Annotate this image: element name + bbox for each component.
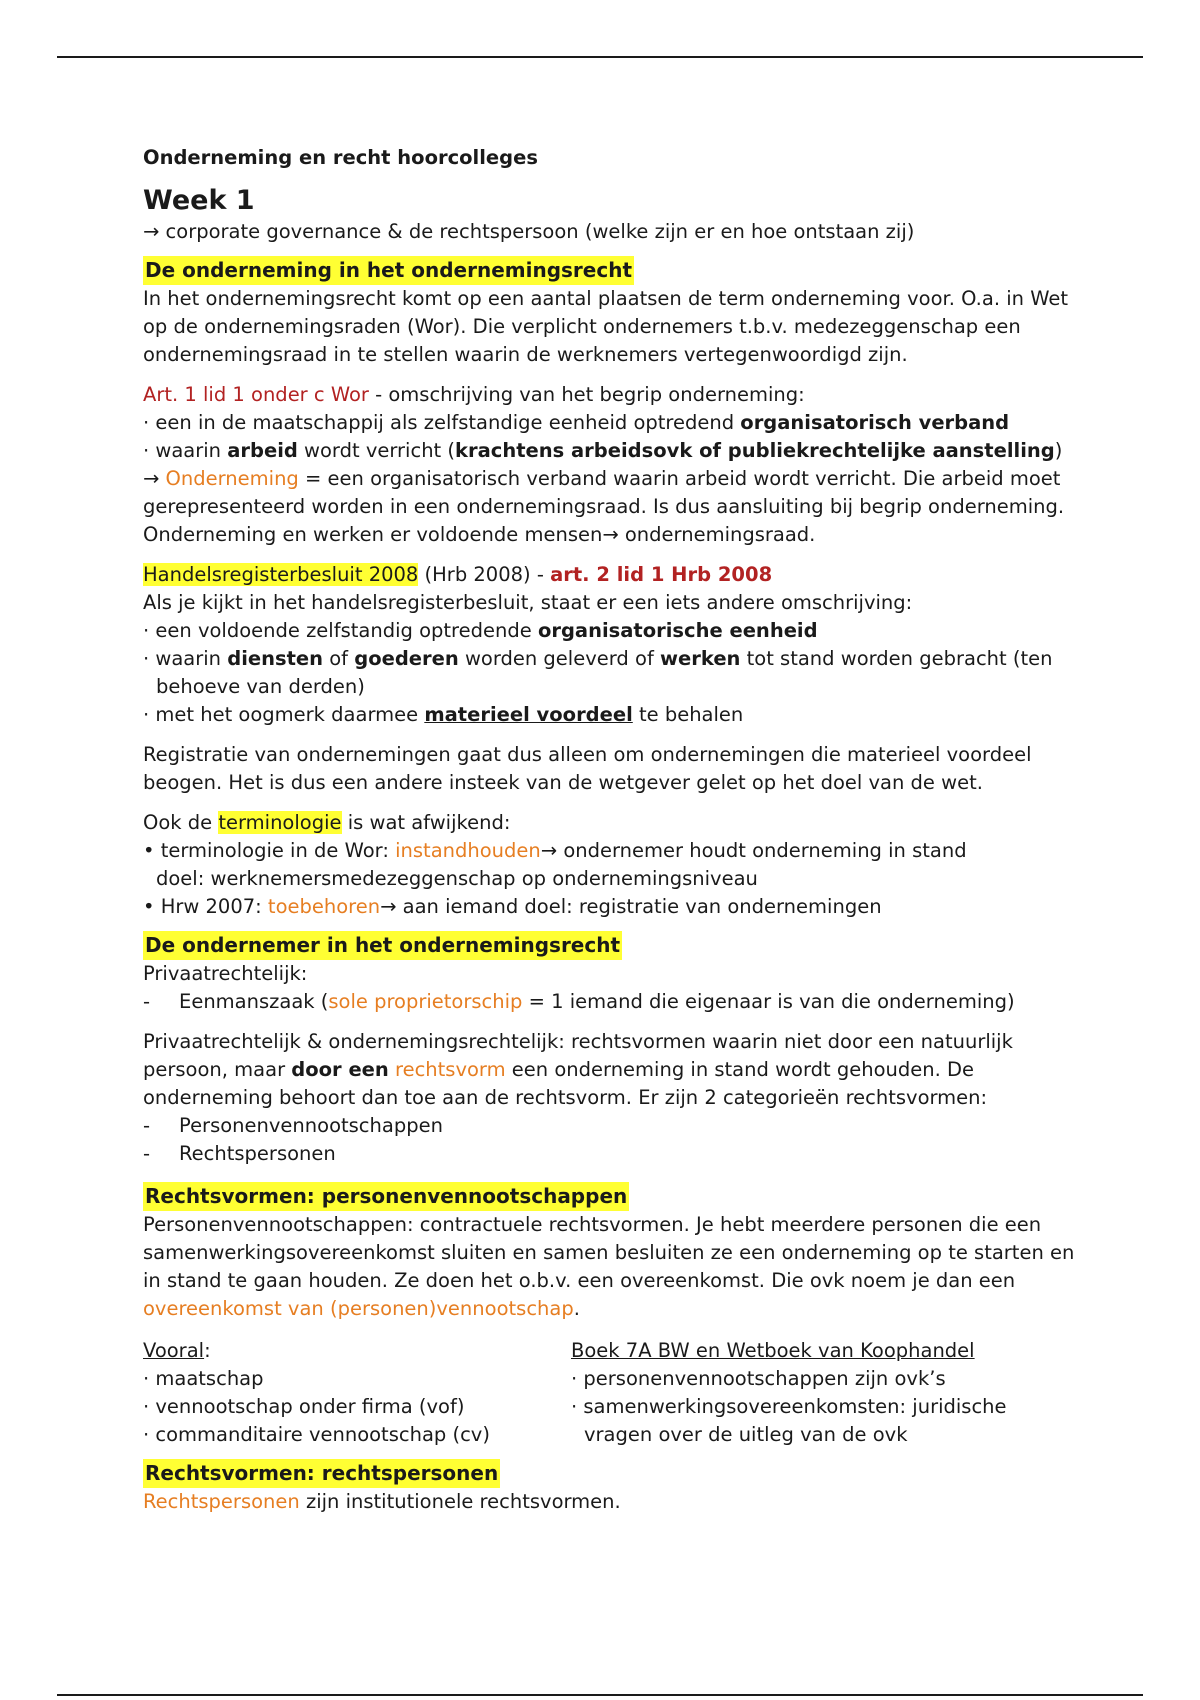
hrb-article: art. 2 lid 1 Hrb 2008 — [550, 563, 773, 586]
s2-bullet-3: · met het oogmerk daarmee materieel voordeel te behalen — [143, 703, 744, 726]
term-onderneming: Onderneming — [165, 467, 299, 490]
s3-paragraph: Privaatrechtelijk & ondernemingsrechtelijk: rechtsvormen waarin niet door een natuurlijk persoon, maar door een rechtsvorm een onderneming in stand wordt gehouden. De onderneming behoort dan toe aan de rechtsvorm. Er zijn 2 categorieën rechtsvormen: — [143, 1030, 1013, 1109]
s4-two-columns — [143, 1337, 1083, 1449]
section-heading-onderneming: De onderneming in het ondernemingsrecht — [143, 256, 634, 285]
article-reference: Art. 1 lid 1 onder c Wor — [143, 383, 369, 406]
s2-term-1: • terminologie in de Wor: instandhouden→ ondernemer houdt onderneming in stand — [143, 839, 967, 862]
s2-paragraph: Registratie van ondernemingen gaat dus alleen om ondernemingen die materieel voordeel beogen. Het is dus een andere insteek van de wetgever gelet op het doel van de wet. — [143, 743, 1032, 794]
week-heading: Week 1 — [143, 185, 255, 216]
bottom-rule — [57, 1694, 1143, 1696]
s4-left-column — [143, 1337, 571, 1449]
s3-category-1: - Personenvennootschappen — [143, 1114, 443, 1137]
s2-bullet-2-cont: behoeve van derden) — [156, 675, 365, 698]
s5-paragraph: Rechtspersonen zijn institutionele rechtsvormen. — [143, 1490, 621, 1513]
document-title: Onderneming en recht hoorcolleges — [143, 146, 538, 169]
section-heading-rechtspersonen: Rechtsvormen: rechtspersonen — [143, 1459, 500, 1488]
s3-category-2: - Rechtspersonen — [143, 1142, 336, 1165]
section-heading-ondernemer: De ondernemer in het ondernemingsrecht — [143, 931, 622, 960]
s4-right-heading: Boek 7A BW en Wetboek van Koophandel — [571, 1339, 975, 1362]
s2-terminology: Ook de terminologie is wat afwijkend: — [143, 811, 511, 834]
s2-bullet-1: · een voldoende zelfstandig optredende organisatorische eenheid — [143, 619, 818, 642]
s3-eenmanszaak: - Eenmanszaak (sole proprietorschip = 1 iemand die eigenaar is van die onderneming) — [143, 990, 1015, 1013]
s3-priv-label: Privaatrechtelijk: — [143, 962, 308, 985]
list-item-cont: vragen over de uitleg van de ovk — [584, 1423, 908, 1446]
list-item: · samenwerkingsovereenkomsten: juridische — [571, 1395, 1007, 1418]
week-subtitle: → corporate governance & de rechtspersoon (welke zijn er en hoe ontstaan zij) — [143, 220, 915, 243]
s4-left-heading: Vooral: — [143, 1339, 211, 1362]
s1-definition: → Onderneming = een organisatorisch verband waarin arbeid wordt verricht. Die arbeid moet gerepresenteerd worden in een ondernemingsraad. Is dus aansluiting bij begrip onderneming. Onderneming en werken er voldoende mensen→ ondernemingsraad. — [143, 467, 1065, 546]
list-item: · personenvennootschappen zijn ovk’s — [571, 1367, 946, 1390]
list-item: · vennootschap onder firma (vof) — [143, 1395, 465, 1418]
section-heading-personenvennootschappen: Rechtsvormen: personenvennootschappen — [143, 1182, 629, 1211]
s4-right-column — [571, 1337, 1071, 1449]
s4-paragraph: Personenvennootschappen: contractuele rechtsvormen. Je hebt meerdere personen die een samenwerkingsovereenkomst sluiten en samen besluiten ze een onderneming op te starten en in stand te gaan houden. Ze doen het o.b.v. een overeenkomst. Die ovk noem je dan een overeenkomst van (personen)vennootschap. — [143, 1213, 1075, 1320]
list-item: · maatschap — [143, 1367, 264, 1390]
s2-term-1-cont: doel: werknemersmedezeggenschap op ondernemingsniveau — [156, 867, 758, 890]
top-rule — [57, 56, 1143, 58]
list-item: · commanditaire vennootschap (cv) — [143, 1423, 490, 1446]
document-page — [143, 140, 1083, 1516]
s1-article-line: Art. 1 lid 1 onder c Wor - omschrijving van het begrip onderneming: — [143, 383, 805, 406]
s1-bullet-1: · een in de maatschappij als zelfstandige eenheid optredend organisatorisch verband — [143, 411, 1010, 434]
s2-bullet-2: · waarin diensten of goederen worden geleverd of werken tot stand worden gebracht (ten — [143, 647, 1053, 670]
s2-hrb-line: Handelsregisterbesluit 2008 (Hrb 2008) - art. 2 lid 1 Hrb 2008 — [143, 563, 773, 586]
s2-term-2: • Hrw 2007: toebehoren→ aan iemand doel: registratie van ondernemingen — [143, 895, 882, 918]
s1-paragraph: In het ondernemingsrecht komt op een aantal plaatsen de term onderneming voor. O.a. in Wet op de ondernemingsraden (Wor). Die verplicht ondernemers t.b.v. medezeggenschap een ondernemingsraad in te stellen waarin de werknemers vertegenwoordigd zijn. — [143, 287, 1068, 366]
s2-intro: Als je kijkt in het handelsregisterbesluit, staat er een iets andere omschrijving: — [143, 591, 913, 614]
s1-bullet-2: · waarin arbeid wordt verricht (krachtens arbeidsovk of publiekrechtelijke aanstelling) — [143, 439, 1063, 462]
hrb-highlight: Handelsregisterbesluit 2008 — [143, 563, 419, 586]
